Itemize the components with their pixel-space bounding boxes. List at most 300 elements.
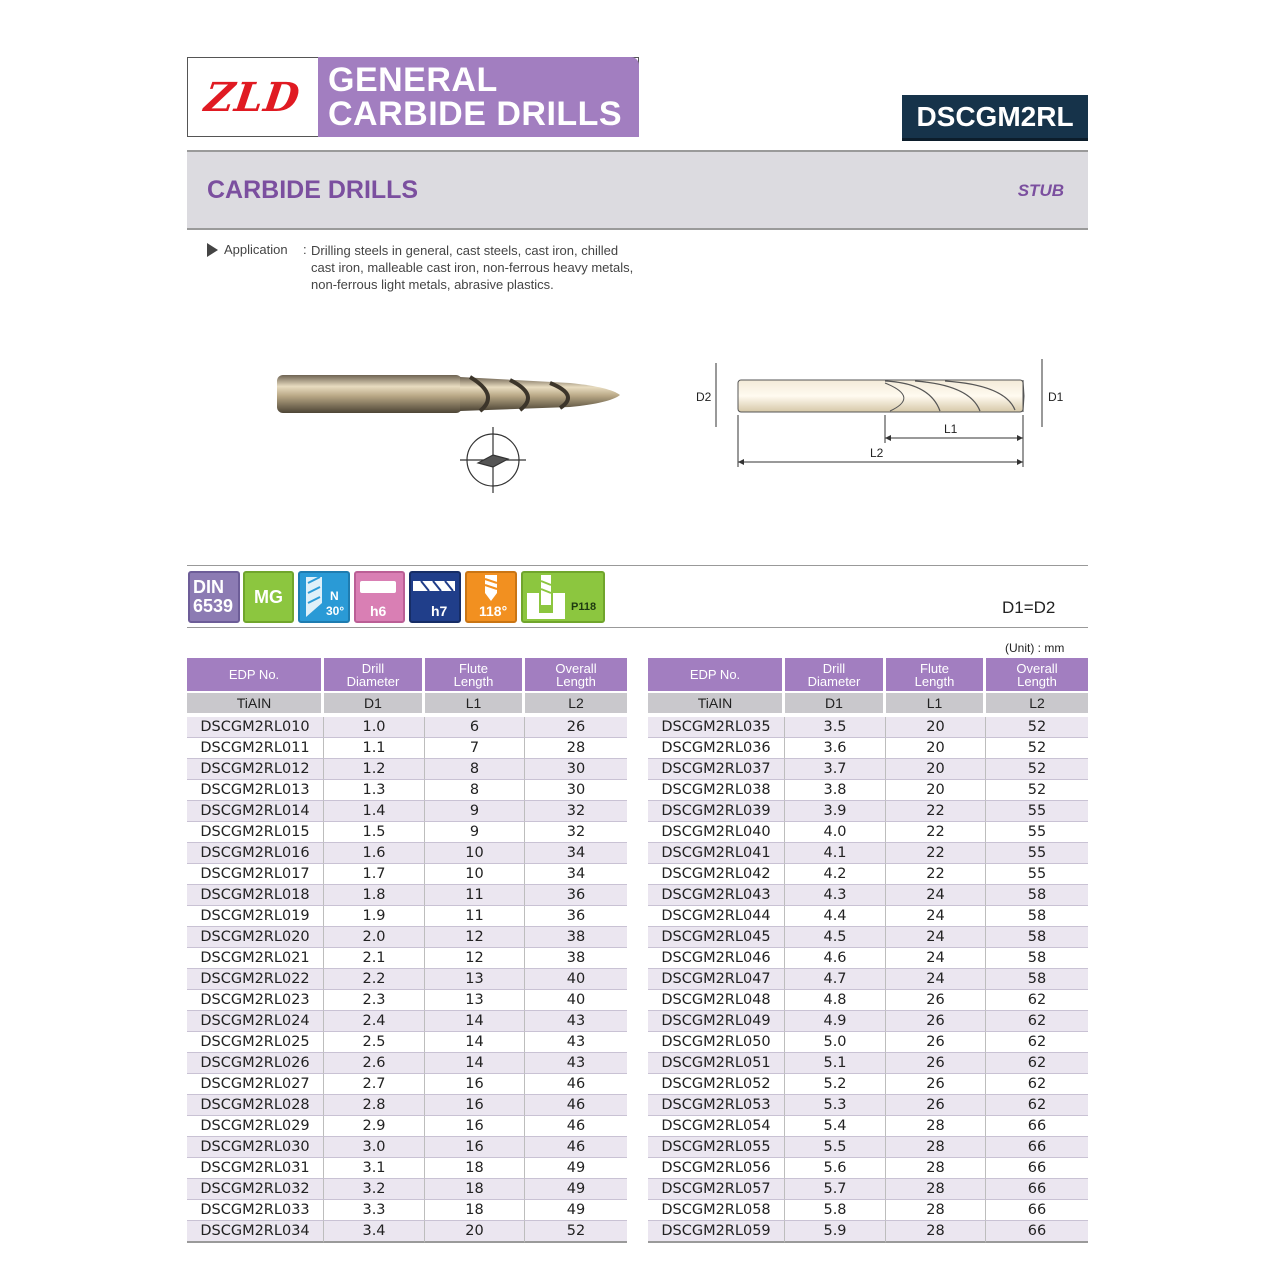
h7-label: h7 xyxy=(431,603,448,619)
table-row xyxy=(648,843,1088,864)
flute-length-cell: 11 xyxy=(425,885,525,906)
table-row xyxy=(648,1011,1088,1032)
table-row xyxy=(648,738,1088,759)
table-row xyxy=(187,1179,627,1200)
point-view-icon xyxy=(460,427,526,493)
drill-diameter-cell: 5.7 xyxy=(785,1179,886,1200)
d2-label: D2 xyxy=(696,390,712,404)
table-row xyxy=(648,1221,1088,1243)
overall-length-cell: 26 xyxy=(525,717,627,738)
edp-header: EDP No. xyxy=(187,658,324,691)
table-row xyxy=(648,1158,1088,1179)
dimension-diagram xyxy=(690,355,1080,485)
overall-length-cell: 49 xyxy=(525,1158,627,1179)
point-angle-icon xyxy=(465,571,517,623)
edp-number-cell: DSCGM2RL054 xyxy=(648,1116,785,1137)
table-row xyxy=(648,927,1088,948)
edp-number-cell: DSCGM2RL050 xyxy=(648,1032,785,1053)
overall-length-cell: 66 xyxy=(986,1221,1088,1243)
category-tag: STUB xyxy=(1017,181,1064,200)
flute-length-cell: 16 xyxy=(425,1116,525,1137)
table-row xyxy=(648,1095,1088,1116)
divider xyxy=(187,565,1088,566)
drill-diameter-cell: 2.3 xyxy=(324,990,425,1011)
flute-length-cell: 14 xyxy=(425,1032,525,1053)
flute-length-cell: 20 xyxy=(886,717,986,738)
din-label: DIN xyxy=(193,577,224,597)
overall-length-cell: 49 xyxy=(525,1200,627,1221)
h6-label: h6 xyxy=(370,603,387,619)
drill-diameter-cell: 2.6 xyxy=(324,1053,425,1074)
spec-rows-left xyxy=(187,717,627,1243)
flute-length-cell: 10 xyxy=(425,843,525,864)
edp-number-cell: DSCGM2RL026 xyxy=(187,1053,324,1074)
drill-diameter-cell: 2.1 xyxy=(324,948,425,969)
drill-diameter-cell: 1.6 xyxy=(324,843,425,864)
mg-grade-icon xyxy=(243,571,294,623)
edp-number-cell: DSCGM2RL024 xyxy=(187,1011,324,1032)
drill-diameter-cell: 4.7 xyxy=(785,969,886,990)
drill-diameter-cell: 3.8 xyxy=(785,780,886,801)
overall-length-cell: 40 xyxy=(525,990,627,1011)
drill-diameter-cell: 3.2 xyxy=(324,1179,425,1200)
table-row xyxy=(187,1137,627,1158)
edp-number-cell: DSCGM2RL043 xyxy=(648,885,785,906)
edp-number-cell: DSCGM2RL021 xyxy=(187,948,324,969)
model-badge: DSCGM2RL xyxy=(902,95,1088,141)
overall-length-cell: 30 xyxy=(525,759,627,780)
flute-length-cell: 16 xyxy=(425,1074,525,1095)
drill-diameter-cell: 1.1 xyxy=(324,738,425,759)
drill-diameter-cell: 4.8 xyxy=(785,990,886,1011)
table-row xyxy=(187,759,627,780)
table-row xyxy=(187,1032,627,1053)
overall-header: Overall Length xyxy=(986,658,1088,691)
edp-number-cell: DSCGM2RL055 xyxy=(648,1137,785,1158)
edp-number-cell: DSCGM2RL029 xyxy=(187,1116,324,1137)
edp-number-cell: DSCGM2RL020 xyxy=(187,927,324,948)
flute-length-cell: 18 xyxy=(425,1158,525,1179)
overall-length-cell: 43 xyxy=(525,1053,627,1074)
overall-length-cell: 40 xyxy=(525,969,627,990)
product-family-title xyxy=(318,57,639,137)
application-line: non-ferrous light metals, abrasive plastics. xyxy=(311,277,554,292)
drill-diameter-cell: 1.9 xyxy=(324,906,425,927)
edp-number-cell: DSCGM2RL053 xyxy=(648,1095,785,1116)
table-row xyxy=(648,780,1088,801)
edp-number-cell: DSCGM2RL018 xyxy=(187,885,324,906)
divider xyxy=(187,627,1088,628)
table-row xyxy=(187,1074,627,1095)
triangle-bullet-icon xyxy=(207,243,218,257)
edp-number-cell: DSCGM2RL038 xyxy=(648,780,785,801)
flute-length-cell: 22 xyxy=(886,822,986,843)
table-row xyxy=(648,948,1088,969)
edp-number-cell: DSCGM2RL019 xyxy=(187,906,324,927)
l1-subheader: L1 xyxy=(886,691,986,717)
flute-length-cell: 28 xyxy=(886,1158,986,1179)
drill-diameter-cell: 1.5 xyxy=(324,822,425,843)
overall-length-cell: 52 xyxy=(525,1221,627,1243)
drill-diameter-cell: 2.4 xyxy=(324,1011,425,1032)
flute-length-cell: 26 xyxy=(886,1053,986,1074)
edp-number-cell: DSCGM2RL047 xyxy=(648,969,785,990)
overall-length-cell: 66 xyxy=(986,1200,1088,1221)
drill-diameter-cell: 3.7 xyxy=(785,759,886,780)
table-row xyxy=(648,864,1088,885)
drill-diameter-cell: 1.0 xyxy=(324,717,425,738)
helix-n-label: N xyxy=(330,589,339,603)
flute-length-cell: 12 xyxy=(425,948,525,969)
drill-photo xyxy=(270,355,630,505)
overall-length-cell: 62 xyxy=(986,1095,1088,1116)
drill-diameter-cell: 4.2 xyxy=(785,864,886,885)
table-row xyxy=(187,780,627,801)
edp-number-cell: DSCGM2RL034 xyxy=(187,1221,324,1243)
diameter-tolerance-icon xyxy=(409,571,461,623)
table-row xyxy=(187,885,627,906)
title-line-2: CARBIDE DRILLS xyxy=(328,95,623,133)
application-label: Application xyxy=(224,242,288,257)
overall-length-cell: 62 xyxy=(986,990,1088,1011)
table-row xyxy=(187,717,627,738)
overall-length-cell: 49 xyxy=(525,1179,627,1200)
category-title: CARBIDE DRILLS xyxy=(207,176,419,204)
overall-length-cell: 34 xyxy=(525,843,627,864)
drill-diameter-cell: 5.2 xyxy=(785,1074,886,1095)
table-row xyxy=(648,1137,1088,1158)
application-text xyxy=(311,242,661,293)
table-row xyxy=(648,801,1088,822)
flute-header: Flute Length xyxy=(425,658,525,691)
flute-length-cell: 18 xyxy=(425,1200,525,1221)
edp-number-cell: DSCGM2RL033 xyxy=(187,1200,324,1221)
overall-length-cell: 52 xyxy=(986,780,1088,801)
logo-text: ZLD xyxy=(202,73,304,121)
flute-length-cell: 22 xyxy=(886,864,986,885)
table-row xyxy=(187,1011,627,1032)
drill-diameter-cell: 3.4 xyxy=(324,1221,425,1243)
flute-length-cell: 28 xyxy=(886,1179,986,1200)
drill-diameter-cell: 3.9 xyxy=(785,801,886,822)
edp-number-cell: DSCGM2RL040 xyxy=(648,822,785,843)
din-standard-icon xyxy=(188,571,240,623)
drill-diameter-cell: 4.5 xyxy=(785,927,886,948)
overall-length-cell: 36 xyxy=(525,906,627,927)
overall-length-cell: 38 xyxy=(525,927,627,948)
table-row xyxy=(648,1116,1088,1137)
edp-number-cell: DSCGM2RL015 xyxy=(187,822,324,843)
drill-diameter-cell: 3.0 xyxy=(324,1137,425,1158)
edp-number-cell: DSCGM2RL035 xyxy=(648,717,785,738)
flute-length-cell: 16 xyxy=(425,1137,525,1158)
edp-number-cell: DSCGM2RL046 xyxy=(648,948,785,969)
drill-diameter-cell: 2.8 xyxy=(324,1095,425,1116)
drill-diameter-cell: 3.3 xyxy=(324,1200,425,1221)
edp-number-cell: DSCGM2RL052 xyxy=(648,1074,785,1095)
edp-number-cell: DSCGM2RL012 xyxy=(187,759,324,780)
table-row xyxy=(187,969,627,990)
table-row xyxy=(187,1095,627,1116)
table-row xyxy=(648,1053,1088,1074)
flute-length-cell: 8 xyxy=(425,759,525,780)
flute-length-cell: 28 xyxy=(886,1200,986,1221)
category-banner xyxy=(187,150,1088,230)
drill-diameter-cell: 3.1 xyxy=(324,1158,425,1179)
flute-length-cell: 12 xyxy=(425,927,525,948)
table-row xyxy=(187,1158,627,1179)
l2-subheader: L2 xyxy=(986,691,1088,717)
overall-length-cell: 55 xyxy=(986,801,1088,822)
diameter-header: Drill Diameter xyxy=(785,658,886,691)
overall-length-cell: 32 xyxy=(525,822,627,843)
flute-length-cell: 24 xyxy=(886,969,986,990)
overall-length-cell: 66 xyxy=(986,1179,1088,1200)
overall-length-cell: 36 xyxy=(525,885,627,906)
mg-label: MG xyxy=(254,586,283,607)
flute-length-cell: 8 xyxy=(425,780,525,801)
flute-length-cell: 28 xyxy=(886,1221,986,1243)
edp-number-cell: DSCGM2RL017 xyxy=(187,864,324,885)
edp-number-cell: DSCGM2RL051 xyxy=(648,1053,785,1074)
overall-length-cell: 46 xyxy=(525,1095,627,1116)
overall-header: Overall Length xyxy=(525,658,627,691)
p118-label: P118 xyxy=(571,601,597,613)
edp-number-cell: DSCGM2RL013 xyxy=(187,780,324,801)
overall-length-cell: 66 xyxy=(986,1137,1088,1158)
table-row xyxy=(648,969,1088,990)
flute-length-cell: 22 xyxy=(886,801,986,822)
overall-length-cell: 43 xyxy=(525,1011,627,1032)
edp-number-cell: DSCGM2RL041 xyxy=(648,843,785,864)
table-row xyxy=(648,1074,1088,1095)
flute-length-cell: 26 xyxy=(886,990,986,1011)
edp-number-cell: DSCGM2RL056 xyxy=(648,1158,785,1179)
overall-length-cell: 46 xyxy=(525,1116,627,1137)
edp-number-cell: DSCGM2RL049 xyxy=(648,1011,785,1032)
flute-length-cell: 13 xyxy=(425,969,525,990)
material-group-icon xyxy=(521,571,605,623)
table-row xyxy=(187,1221,627,1243)
flute-length-cell: 26 xyxy=(886,1032,986,1053)
flute-length-cell: 20 xyxy=(425,1221,525,1243)
overall-length-cell: 30 xyxy=(525,780,627,801)
drill-diameter-cell: 4.6 xyxy=(785,948,886,969)
d1-subheader: D1 xyxy=(785,691,886,717)
flute-length-cell: 13 xyxy=(425,990,525,1011)
edp-number-cell: DSCGM2RL042 xyxy=(648,864,785,885)
zld-logo xyxy=(190,60,316,134)
flute-length-cell: 28 xyxy=(886,1137,986,1158)
drill-diameter-cell: 4.3 xyxy=(785,885,886,906)
edp-number-cell: DSCGM2RL048 xyxy=(648,990,785,1011)
table-row xyxy=(648,885,1088,906)
drill-diameter-cell: 4.9 xyxy=(785,1011,886,1032)
drill-diameter-cell: 2.9 xyxy=(324,1116,425,1137)
edp-number-cell: DSCGM2RL025 xyxy=(187,1032,324,1053)
flute-length-cell: 26 xyxy=(886,1011,986,1032)
overall-length-cell: 55 xyxy=(986,843,1088,864)
drill-diameter-cell: 3.6 xyxy=(785,738,886,759)
edp-number-cell: DSCGM2RL014 xyxy=(187,801,324,822)
drill-diameter-cell: 2.0 xyxy=(324,927,425,948)
l2-label: L2 xyxy=(870,446,884,460)
drill-diameter-cell: 1.2 xyxy=(324,759,425,780)
flute-length-cell: 24 xyxy=(886,948,986,969)
drill-diameter-cell: 1.8 xyxy=(324,885,425,906)
shank-tolerance-icon xyxy=(354,571,405,623)
table-row xyxy=(648,1200,1088,1221)
table-row xyxy=(187,927,627,948)
din-number: 6539 xyxy=(193,596,234,616)
overall-length-cell: 34 xyxy=(525,864,627,885)
overall-length-cell: 62 xyxy=(986,1053,1088,1074)
table-row xyxy=(187,990,627,1011)
overall-length-cell: 46 xyxy=(525,1074,627,1095)
edp-number-cell: DSCGM2RL022 xyxy=(187,969,324,990)
table-row xyxy=(187,1200,627,1221)
drill-diameter-cell: 3.5 xyxy=(785,717,886,738)
overall-length-cell: 28 xyxy=(525,738,627,759)
flute-length-cell: 20 xyxy=(886,738,986,759)
overall-length-cell: 55 xyxy=(986,822,1088,843)
drill-diameter-cell: 4.4 xyxy=(785,906,886,927)
drill-diameter-cell: 2.7 xyxy=(324,1074,425,1095)
overall-length-cell: 43 xyxy=(525,1032,627,1053)
flute-length-cell: 20 xyxy=(886,759,986,780)
helix-angle-label: 30° xyxy=(326,604,345,618)
overall-length-cell: 58 xyxy=(986,885,1088,906)
overall-length-cell: 62 xyxy=(986,1011,1088,1032)
application-line: Drilling steels in general, cast steels, cast iron, chilled xyxy=(311,243,619,258)
edp-number-cell: DSCGM2RL016 xyxy=(187,843,324,864)
overall-length-cell: 52 xyxy=(986,759,1088,780)
edp-number-cell: DSCGM2RL011 xyxy=(187,738,324,759)
overall-length-cell: 62 xyxy=(986,1032,1088,1053)
table-row xyxy=(648,1032,1088,1053)
table-row xyxy=(187,1053,627,1074)
unit-label: (Unit) : mm xyxy=(1005,641,1065,655)
edp-number-cell: DSCGM2RL045 xyxy=(648,927,785,948)
table-row xyxy=(648,990,1088,1011)
drill-diameter-cell: 4.0 xyxy=(785,822,886,843)
table-row xyxy=(187,948,627,969)
drill-diameter-cell: 5.0 xyxy=(785,1032,886,1053)
application-colon: : xyxy=(303,242,307,257)
l1-label: L1 xyxy=(944,422,958,436)
diameter-equality: D1=D2 xyxy=(1002,598,1056,617)
edp-number-cell: DSCGM2RL058 xyxy=(648,1200,785,1221)
table-row xyxy=(648,717,1088,738)
spec-table-left xyxy=(187,658,627,1243)
edp-number-cell: DSCGM2RL010 xyxy=(187,717,324,738)
flute-length-cell: 11 xyxy=(425,906,525,927)
overall-length-cell: 58 xyxy=(986,927,1088,948)
edp-number-cell: DSCGM2RL023 xyxy=(187,990,324,1011)
table-row xyxy=(187,864,627,885)
point-angle-label: 118° xyxy=(479,603,508,619)
drill-diameter-cell: 5.3 xyxy=(785,1095,886,1116)
coating-subheader: TiAIN xyxy=(648,691,785,717)
flute-length-cell: 24 xyxy=(886,906,986,927)
table-row xyxy=(648,822,1088,843)
l1-subheader: L1 xyxy=(425,691,525,717)
flute-length-cell: 14 xyxy=(425,1011,525,1032)
edp-number-cell: DSCGM2RL059 xyxy=(648,1221,785,1243)
table-row xyxy=(648,906,1088,927)
drill-diameter-cell: 5.9 xyxy=(785,1221,886,1243)
flute-length-cell: 14 xyxy=(425,1053,525,1074)
drill-diameter-cell: 1.4 xyxy=(324,801,425,822)
edp-number-cell: DSCGM2RL031 xyxy=(187,1158,324,1179)
flute-header: Flute Length xyxy=(886,658,986,691)
d1-subheader: D1 xyxy=(324,691,425,717)
overall-length-cell: 32 xyxy=(525,801,627,822)
helix-angle-icon xyxy=(298,571,350,623)
edp-number-cell: DSCGM2RL027 xyxy=(187,1074,324,1095)
table-row xyxy=(187,738,627,759)
overall-length-cell: 52 xyxy=(986,738,1088,759)
table-row xyxy=(648,759,1088,780)
overall-length-cell: 38 xyxy=(525,948,627,969)
drill-diameter-cell: 5.4 xyxy=(785,1116,886,1137)
edp-number-cell: DSCGM2RL032 xyxy=(187,1179,324,1200)
edp-number-cell: DSCGM2RL030 xyxy=(187,1137,324,1158)
overall-length-cell: 58 xyxy=(986,969,1088,990)
flute-length-cell: 10 xyxy=(425,864,525,885)
drill-diameter-cell: 5.1 xyxy=(785,1053,886,1074)
table-row xyxy=(187,801,627,822)
flute-length-cell: 28 xyxy=(886,1116,986,1137)
table-row xyxy=(187,822,627,843)
edp-number-cell: DSCGM2RL044 xyxy=(648,906,785,927)
overall-length-cell: 66 xyxy=(986,1116,1088,1137)
edp-number-cell: DSCGM2RL028 xyxy=(187,1095,324,1116)
flute-length-cell: 18 xyxy=(425,1179,525,1200)
flute-length-cell: 24 xyxy=(886,927,986,948)
spec-table-right xyxy=(648,658,1088,1243)
overall-length-cell: 58 xyxy=(986,906,1088,927)
flute-length-cell: 7 xyxy=(425,738,525,759)
overall-length-cell: 66 xyxy=(986,1158,1088,1179)
edp-header: EDP No. xyxy=(648,658,785,691)
edp-number-cell: DSCGM2RL037 xyxy=(648,759,785,780)
edp-number-cell: DSCGM2RL057 xyxy=(648,1179,785,1200)
table-row xyxy=(187,1116,627,1137)
flute-length-cell: 6 xyxy=(425,717,525,738)
coating-subheader: TiAIN xyxy=(187,691,324,717)
edp-number-cell: DSCGM2RL039 xyxy=(648,801,785,822)
drill-diameter-cell: 1.7 xyxy=(324,864,425,885)
overall-length-cell: 62 xyxy=(986,1074,1088,1095)
application-line: cast iron, malleable cast iron, non-ferrous heavy metals, xyxy=(311,260,634,275)
flute-length-cell: 26 xyxy=(886,1095,986,1116)
overall-length-cell: 52 xyxy=(986,717,1088,738)
d1-label: D1 xyxy=(1048,390,1064,404)
drill-diameter-cell: 4.1 xyxy=(785,843,886,864)
overall-length-cell: 55 xyxy=(986,864,1088,885)
drill-diameter-cell: 2.2 xyxy=(324,969,425,990)
overall-length-cell: 58 xyxy=(986,948,1088,969)
table-row xyxy=(187,906,627,927)
table-row xyxy=(648,1179,1088,1200)
l2-subheader: L2 xyxy=(525,691,627,717)
diameter-header: Drill Diameter xyxy=(324,658,425,691)
flute-length-cell: 9 xyxy=(425,801,525,822)
drill-diameter-cell: 2.5 xyxy=(324,1032,425,1053)
flute-length-cell: 22 xyxy=(886,843,986,864)
drill-diameter-cell: 5.6 xyxy=(785,1158,886,1179)
